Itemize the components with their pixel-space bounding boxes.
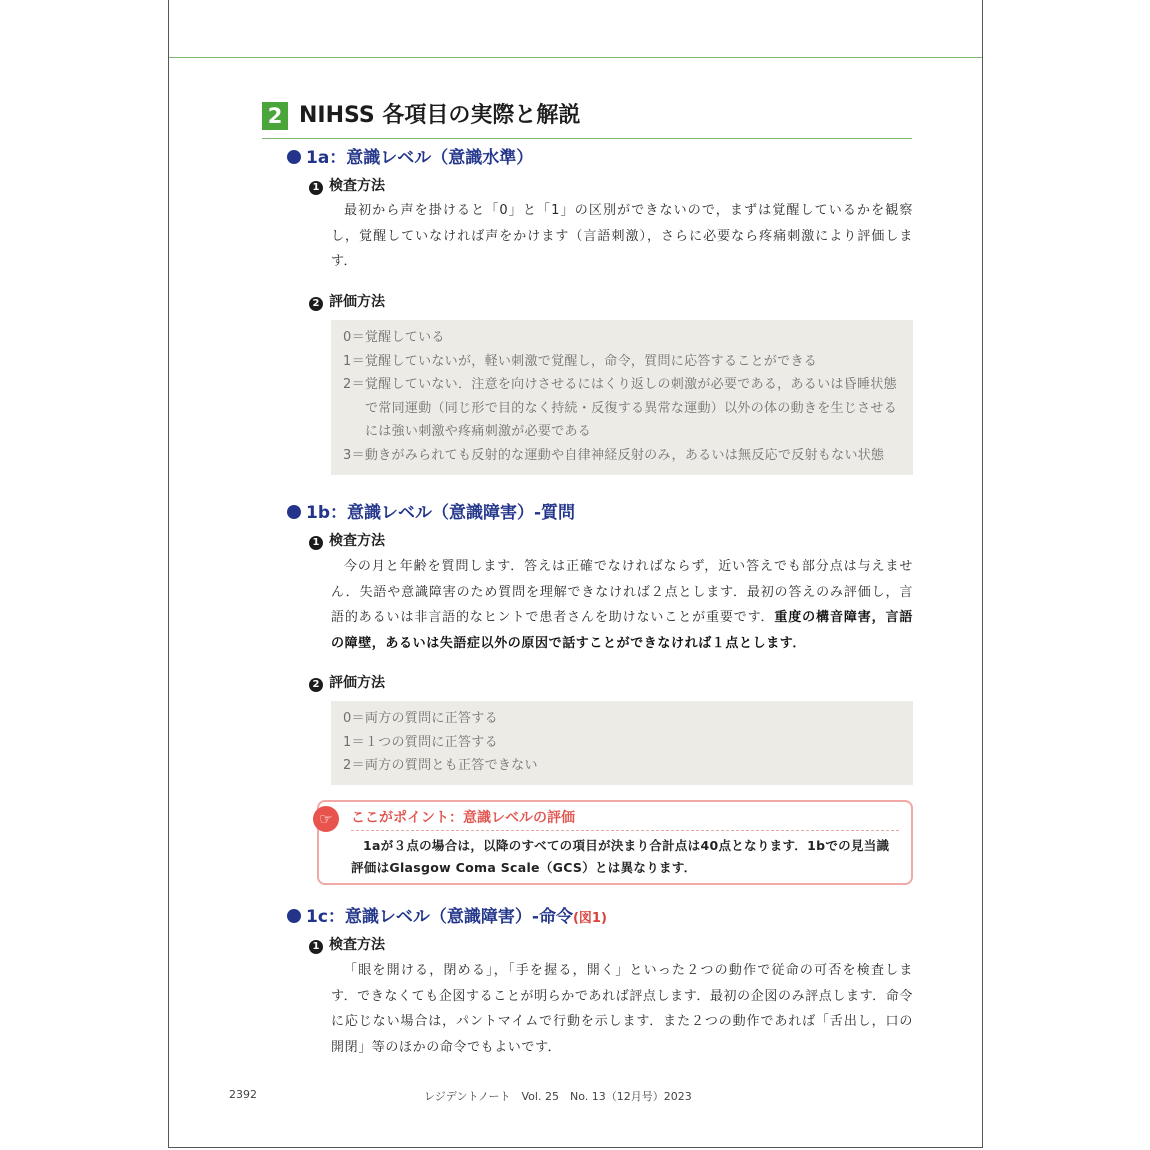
circled-number-icon: 1 [309,940,323,954]
paragraph-bold-text: 重度の構音障害，言語の障壁，あるいは失語症以外の原因で話すことができなければ１点とします． [331,610,913,651]
subheading-text: 1a：意識レベル（意識水準） [306,148,534,168]
eval-item: 1＝覚醒していないが，軽い刺激で覚醒し，命令，質問に応答することができる [343,353,818,369]
paragraph [331,554,913,656]
circled-number-icon: 1 [309,181,323,195]
eval-item: 3＝動きがみられても反射的な運動や自律神経反射のみ，あるいは無反応で反射もない状態 [343,447,885,463]
step-label: 検査方法 [329,937,385,953]
subheading-1c [287,906,607,930]
point-body [351,835,899,879]
step-method-1b [309,532,385,550]
circled-number-icon: 1 [309,536,323,550]
section-heading [262,98,912,139]
method-text-1a [331,198,913,275]
eval-item: 2＝両方の質問とも正答できない [343,758,538,773]
method-text-1b [331,554,913,656]
bullet-icon [287,909,301,923]
footer-journal: レジデントノート Vol. 25 No. 13（12月号）2023 [424,1090,692,1103]
point-title: ここがポイント：意識レベルの評価 [351,810,575,826]
document-page [168,0,983,1148]
paragraph: 「眼を開ける，閉める」，「手を握る，開く」といった２つの動作で従命の可否を検査します．できなくても企図することが明らかであれば評点します．最初の企図のみ評点します．命令に応じない場合は，パントマイムで行動を示します．また２つの動作であれば「舌出し，口の開閉」等のほかの命令でもよいです． [331,963,913,1055]
step-label: 検査方法 [329,178,385,194]
step-method-1a [309,177,385,195]
eval-item: 1＝１つの質問に正答する [343,734,498,750]
paragraph: 最初から声を掛けると「0」と「1」の区別ができないので，まずは覚醒しているかを観察し，覚醒していなければ声をかけます（言語刺激），さらに必要なら疼痛刺激により評価します． [331,203,913,269]
step-label: 評価方法 [329,294,385,310]
eval-item: 0＝覚醒している [343,330,445,345]
step-label: 検査方法 [329,533,385,549]
eval-item: 0＝両方の質問に正答する [343,711,498,726]
step-label: 評価方法 [329,675,385,691]
circled-number-icon: 2 [309,678,323,692]
point-divider [351,830,899,831]
method-text-1c [331,958,913,1060]
bullet-icon [287,150,301,164]
eval-box-1a [331,320,913,475]
eval-item: 2＝覚醒していない．注意を向けさせるにはくり返しの刺激が必要である，あるいは昏睡状態で常同運動（同じ形で目的なく持続・反復する異常な運動）以外の体の動きを生じさせるには強い刺激や疼痛刺激が必要である [343,377,898,439]
section-title: NIHSS 各項目の実際と解説 [299,103,581,128]
bullet-icon [287,505,301,519]
section-number: 2 [262,102,288,130]
step-method-1c [309,936,385,954]
footer-page-number: 2392 [229,1088,257,1101]
subheading-1a [287,147,533,169]
point-text: 1aが３点の場合は，以降のすべての項目が決まり合計点は40点となります．1bでの見当識評価はGlasgow Coma Scale（GCS）とは異なります． [351,838,890,875]
subheading-text: 1b：意識レベル（意識障害）‐質問 [306,503,576,523]
subheading-1b [287,502,575,524]
step-eval-1a [309,293,385,311]
point-icon: ☞ [313,806,339,832]
eval-box-1b [331,701,913,785]
point-box [317,800,913,885]
circled-number-icon: 2 [309,297,323,311]
header-rule [169,57,982,58]
figure-ref: (図1) [572,911,607,926]
paragraph-text: 今の月と年齢を質問します．答えは正確でなければならず，近い答えでも部分点は与えません．失語や意識障害のため質問を理解できなければ２点とします．最初の答えのみ評価し，言語的あるいは非言語的なヒントで患者さんを助けないことが重要です． [331,559,913,625]
subheading-text: 1c：意識レベル（意識障害）‐命令 [306,907,573,927]
step-eval-1b [309,674,385,692]
